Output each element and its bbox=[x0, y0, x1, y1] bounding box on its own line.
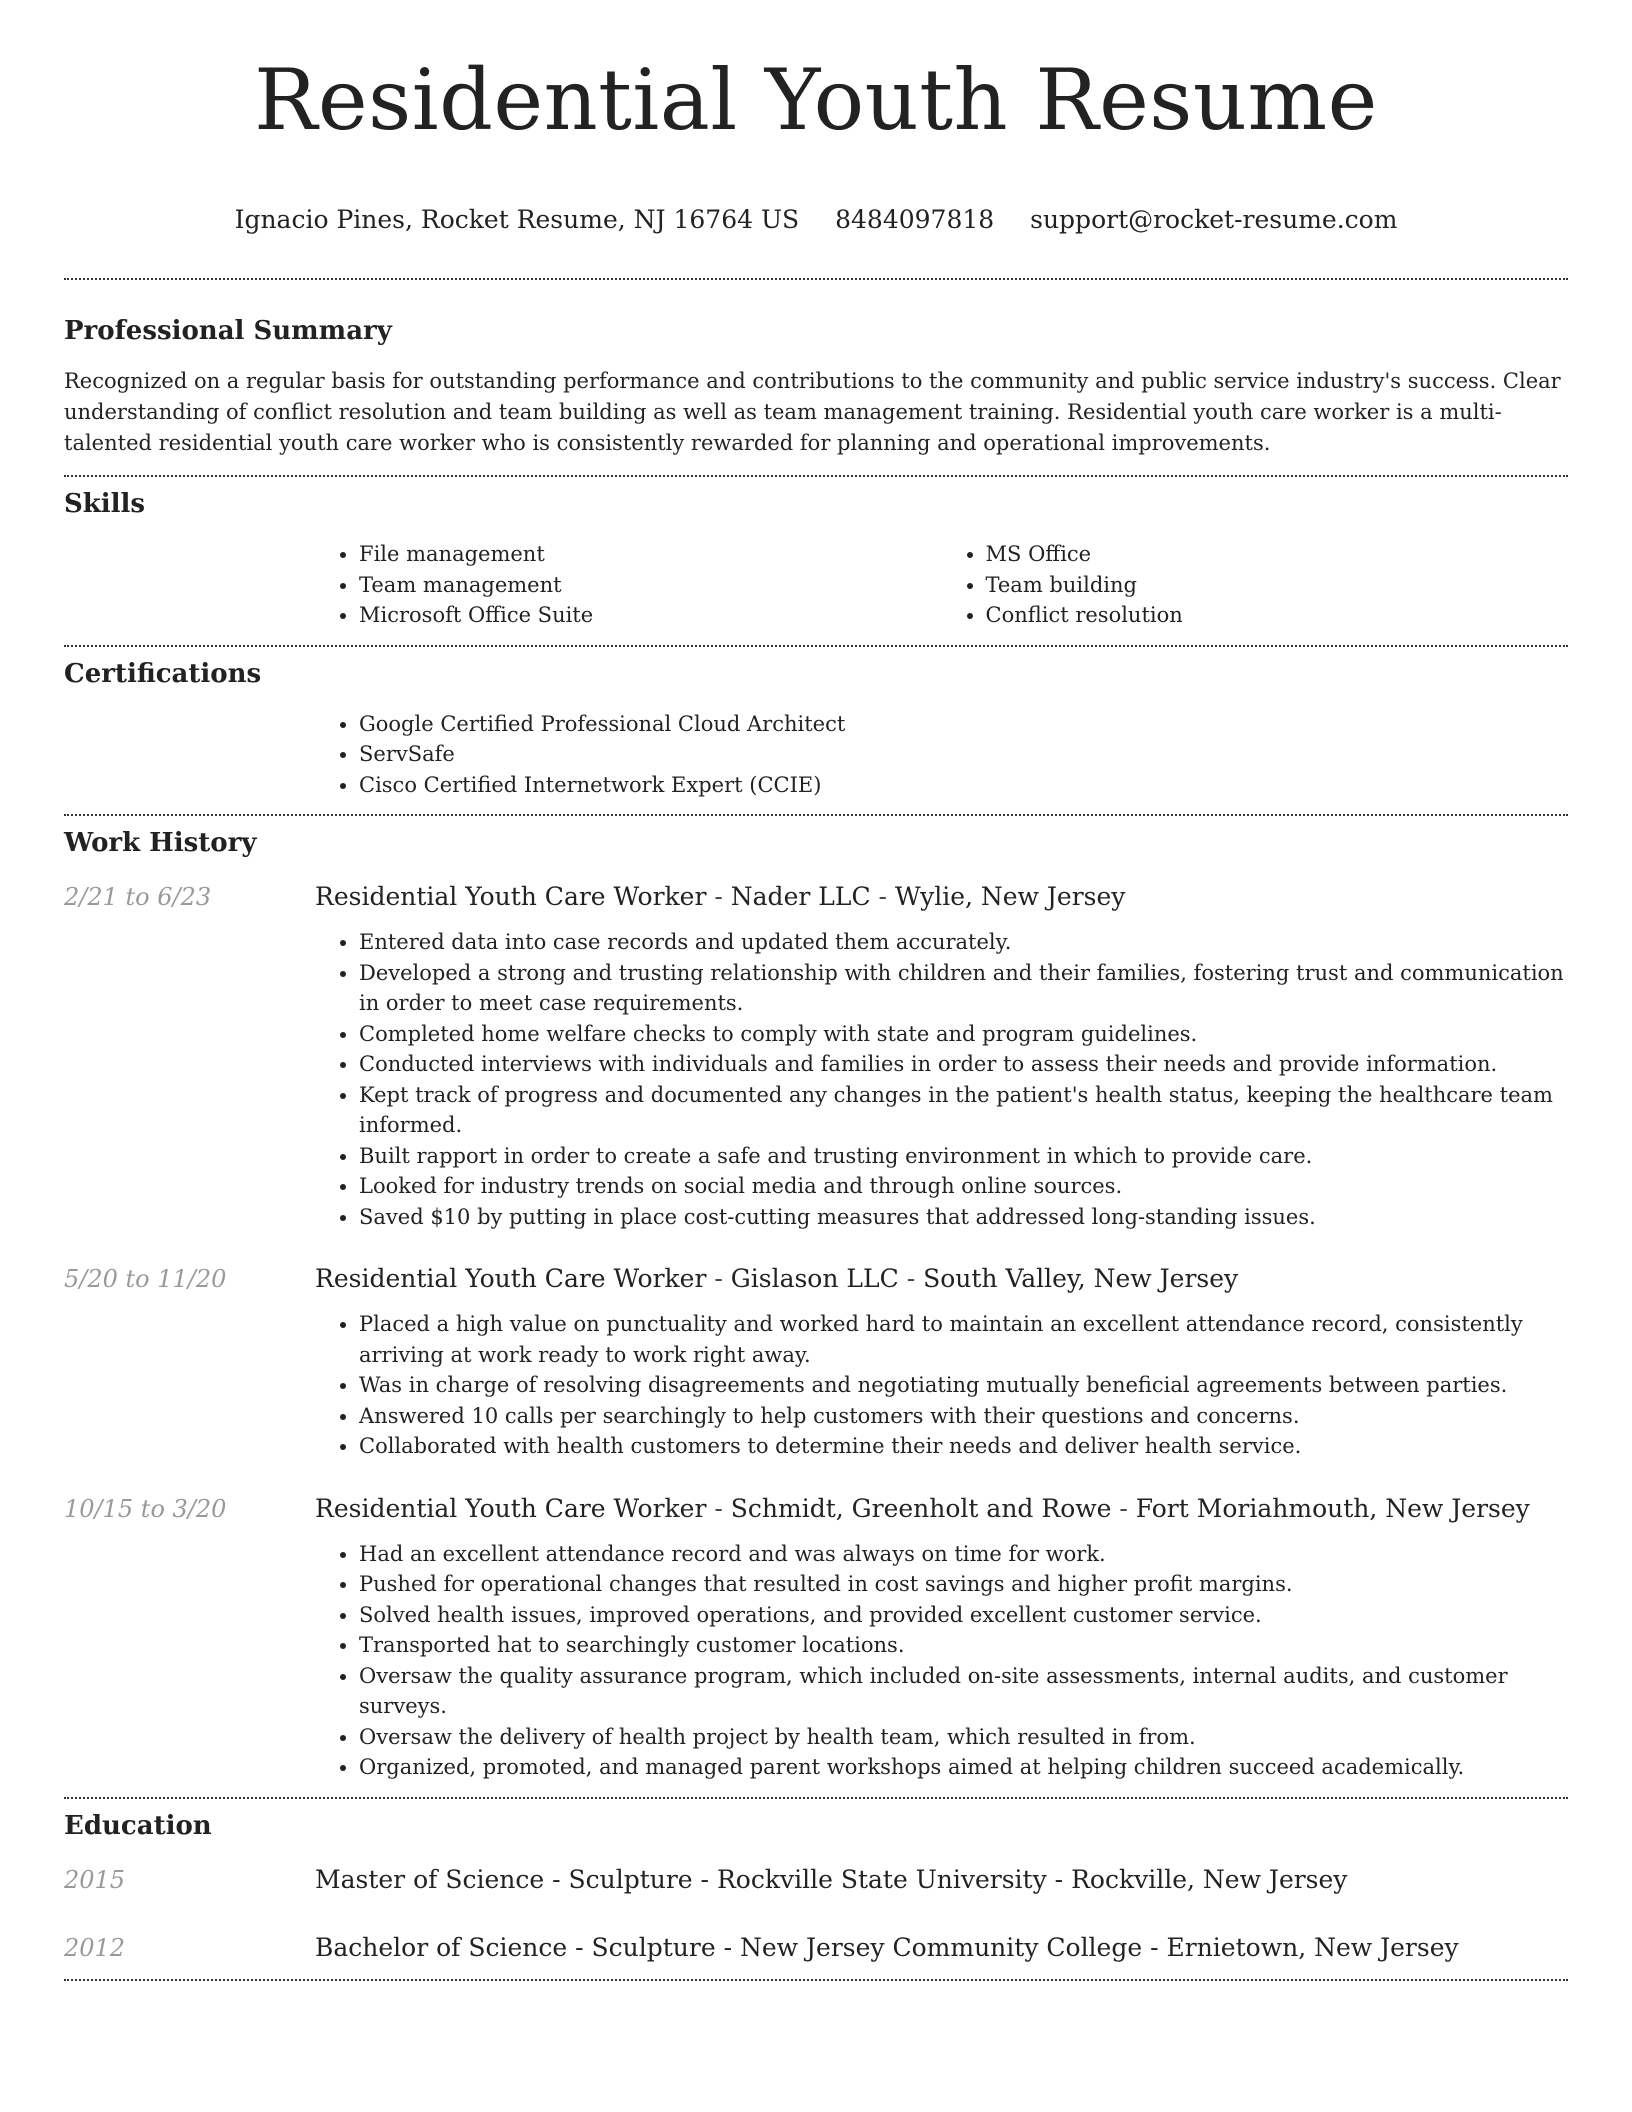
work-heading: Work History bbox=[64, 828, 257, 858]
separator: - bbox=[870, 882, 895, 911]
education-year: 2012 bbox=[64, 1933, 126, 1962]
skills-list-right bbox=[942, 539, 1569, 631]
list-item: • Placed a high value on punctuality and worked hard to maintain an excellent attendance record, consistently arriving at work ready to work right away. bbox=[359, 1309, 1568, 1370]
list-item: • Built rapport in order to create a safe and trusting environment in which to provide care. bbox=[359, 1141, 1568, 1172]
job-entry bbox=[64, 1262, 1568, 1462]
job-bullets bbox=[315, 927, 1568, 1232]
list-item: • Pushed for operational changes that resulted in cost savings and higher profit margins. bbox=[359, 1569, 1568, 1600]
education-field: Sculpture bbox=[591, 1932, 716, 1962]
contact-phone: 8484097818 bbox=[835, 205, 995, 234]
separator: - bbox=[567, 1932, 592, 1962]
contact-line bbox=[64, 204, 1568, 236]
list-item: • Organized, promoted, and managed parent workshops aimed at helping children succeed academically. bbox=[359, 1752, 1568, 1783]
list-item: • Collaborated with health customers to determine their needs and deliver health service. bbox=[359, 1431, 1568, 1462]
list-item: • Solved health issues, improved operations, and provided excellent customer service. bbox=[359, 1600, 1568, 1631]
list-item: • Google Certified Professional Cloud Architect bbox=[359, 709, 1568, 740]
list-item: • File management bbox=[359, 539, 942, 570]
job-location: Wylie, New Jersey bbox=[894, 882, 1126, 911]
job-entry bbox=[64, 880, 1568, 1232]
certifications-list bbox=[315, 709, 1568, 801]
education-section bbox=[64, 1799, 1568, 1979]
education-entry bbox=[64, 1863, 1568, 1931]
education-location: Ernietown, New Jersey bbox=[1166, 1932, 1459, 1962]
education-school: Rockville State University bbox=[716, 1864, 1047, 1894]
job-dates: 5/20 to 11/20 bbox=[64, 1265, 227, 1293]
job-entry bbox=[64, 1492, 1568, 1783]
education-heading: Education bbox=[64, 1810, 212, 1841]
list-item: • Kept track of progress and documented any changes in the patient's health status, keeping the healthcare team informed. bbox=[359, 1080, 1568, 1141]
separator: - bbox=[544, 1864, 569, 1894]
job-dates: 2/21 to 6/23 bbox=[64, 883, 212, 911]
certifications-heading: Certifications bbox=[64, 658, 262, 689]
list-item: • Team building bbox=[986, 570, 1569, 601]
education-school: New Jersey Community College bbox=[740, 1932, 1143, 1962]
contact-address: Ignacio Pines, Rocket Resume, NJ 16764 US bbox=[234, 205, 800, 234]
job-title: Residential Youth Care Worker bbox=[315, 1264, 707, 1293]
list-item: • Completed home welfare checks to comply with state and program guidelines. bbox=[359, 1019, 1568, 1050]
separator: - bbox=[715, 1932, 740, 1962]
job-header bbox=[315, 880, 1568, 914]
education-location: Rockville, New Jersey bbox=[1071, 1864, 1348, 1894]
list-item: • Oversaw the quality assurance program, which included on-site assessments, internal audits, and customer surveys. bbox=[359, 1661, 1568, 1722]
separator: - bbox=[1142, 1932, 1167, 1962]
education-year: 2015 bbox=[64, 1865, 126, 1894]
list-item: • Transported hat to searchingly customer locations. bbox=[359, 1630, 1568, 1661]
summary-section bbox=[64, 280, 1568, 459]
separator: - bbox=[1046, 1864, 1072, 1894]
job-company: Schmidt, Greenholt and Rowe bbox=[730, 1493, 1112, 1523]
list-item: • Was in charge of resolving disagreements and negotiating mutually beneficial agreements between parties. bbox=[359, 1370, 1568, 1401]
education-degree: Master of Science bbox=[315, 1864, 545, 1894]
education-header bbox=[315, 1931, 1568, 1965]
job-header bbox=[315, 1492, 1568, 1526]
list-item: • Developed a strong and trusting relationship with children and their families, fostering trust and communication in order to meet case requirements. bbox=[359, 958, 1568, 1019]
resume-title: Residential Youth Resume bbox=[254, 51, 1378, 149]
education-header bbox=[315, 1863, 1568, 1897]
job-bullets bbox=[315, 1539, 1568, 1783]
list-item: • Entered data into case records and updated them accurately. bbox=[359, 927, 1568, 958]
separator: - bbox=[706, 882, 731, 911]
divider bbox=[64, 1979, 1568, 1981]
list-item: • Saved $10 by putting in place cost-cutting measures that addressed long-standing issues. bbox=[359, 1202, 1568, 1233]
job-header bbox=[315, 1262, 1568, 1296]
contact-email: support@rocket-resume.com bbox=[1030, 205, 1398, 234]
list-item: • Had an excellent attendance record and was always on time for work. bbox=[359, 1539, 1568, 1570]
job-title: Residential Youth Care Worker bbox=[315, 1493, 707, 1523]
skills-heading: Skills bbox=[64, 489, 146, 519]
job-company: Nader LLC bbox=[730, 882, 871, 911]
job-dates: 10/15 to 3/20 bbox=[64, 1494, 227, 1523]
skills-section bbox=[64, 477, 1568, 631]
list-item: • Answered 10 calls per searchingly to help customers with their questions and concerns. bbox=[359, 1401, 1568, 1432]
job-bullets bbox=[315, 1309, 1568, 1462]
separator: - bbox=[898, 1264, 924, 1293]
separator: - bbox=[1111, 1493, 1136, 1523]
list-item: • Conflict resolution bbox=[986, 600, 1569, 631]
list-item: • Team management bbox=[359, 570, 942, 601]
skills-list-left bbox=[315, 539, 942, 631]
list-item: • Microsoft Office Suite bbox=[359, 600, 942, 631]
job-title: Residential Youth Care Worker bbox=[315, 882, 707, 911]
certifications-section bbox=[64, 647, 1568, 801]
list-item: • Conducted interviews with individuals and families in order to assess their needs and provide information. bbox=[359, 1049, 1568, 1080]
list-item: • MS Office bbox=[986, 539, 1569, 570]
job-location: Fort Moriahmouth, New Jersey bbox=[1135, 1493, 1530, 1523]
separator: - bbox=[706, 1264, 731, 1293]
list-item: • Cisco Certified Internetwork Expert (CCIE) bbox=[359, 770, 1568, 801]
separator: - bbox=[706, 1493, 731, 1523]
list-item: • ServSafe bbox=[359, 739, 1568, 770]
summary-text: Recognized on a regular basis for outstanding performance and contributions to the community and public service industry's success. Clear understanding of conflict resolution and team building as well as team management training. Residential youth care worker is a multi-talented residential youth care worker who is consistently rewarded for planning and operational improvements. bbox=[64, 369, 1561, 455]
list-item: • Looked for industry trends on social media and through online sources. bbox=[359, 1171, 1568, 1202]
resume-page bbox=[64, 0, 1568, 1981]
summary-heading: Professional Summary bbox=[64, 316, 392, 346]
list-item: • Oversaw the delivery of health project by health team, which resulted in from. bbox=[359, 1722, 1568, 1753]
job-location: South Valley, New Jersey bbox=[923, 1264, 1239, 1293]
education-degree: Bachelor of Science bbox=[315, 1932, 568, 1962]
education-entry bbox=[64, 1931, 1568, 1979]
separator: - bbox=[692, 1864, 717, 1894]
skills-grid bbox=[315, 539, 1568, 631]
job-company: Gislason LLC bbox=[730, 1264, 899, 1293]
education-field: Sculpture bbox=[568, 1864, 693, 1894]
work-section bbox=[64, 816, 1568, 1783]
